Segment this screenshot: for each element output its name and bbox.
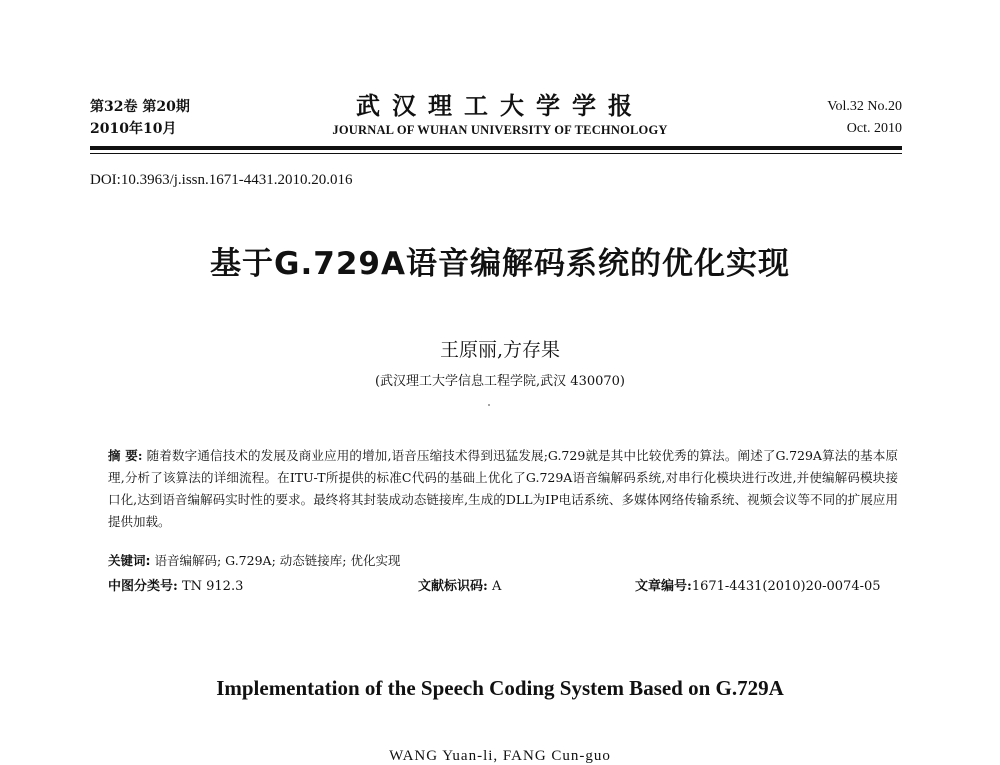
journal-title-cn: 武汉理工大学学报 [356,91,644,120]
doc-code-value: A [491,579,502,594]
article-no-value: 1671-4431(2010)20-0074-05 [691,579,881,594]
clc-value: TN 912.3 [181,579,244,594]
document-code [418,575,501,594]
abstract-label: 摘 要: [108,448,143,463]
article-number [635,575,881,594]
article-no-label: 文章编号: [635,579,692,594]
affiliation-cn: (武汉理工大学信息工程学院,武汉 430070) [374,374,626,389]
header-rule-thick [90,146,902,150]
abstract [108,445,898,533]
paper-title-cn: 基于G.729A语音编解码系统的优化实现 [210,246,790,282]
doi: DOI:10.3963/j.issn.1671-4431.2010.20.016 [90,172,353,188]
abstract-text: 随着数字通信技术的发展及商业应用的增加,语音压缩技术得到迅猛发展;G.729就是其中比较优秀的算法。阐述了G.729A算法的基本原理,分析了该算法的详细流程。在ITU-T所提供的标准C代码的基础上优化了G.729A语音编解码系统,对串行化模块进行改进,并使编解码模块接口化,达到语音编解码实时性的要求。最终将其封装成动态链接库,生成的DLL为IP电话系统、多媒体网络传输系统、视频会议等不同的扩展应用提供加载。 [108,448,898,529]
authors-cn: 王原丽,方存果 [439,339,561,361]
authors-en: WANG Yuan-li, FANG Cun-guo [389,748,611,764]
clc-label: 中图分类号: [108,579,178,594]
volume-issue-en: Vol.32 No.20 [827,99,902,114]
speck [488,404,490,406]
clc-number [108,575,243,594]
paper-title-en: Implementation of the Speech Coding System Based on G.729A [216,676,784,700]
date-en: Oct. 2010 [846,121,902,136]
doc-code-label: 文献标识码: [418,579,488,594]
journal-title-en: JOURNAL OF WUHAN UNIVERSITY OF TECHNOLOGY [332,123,668,137]
keywords-text: 语音编解码; G.729A; 动态链接库; 优化实现 [154,553,401,568]
volume-issue-cn: 第32卷 第20期 [90,99,190,115]
date-cn: 2010年10月 [90,121,177,137]
header-rule-thin [90,153,902,154]
keywords [108,551,400,569]
header-right [827,96,902,140]
keywords-label: 关键词: [108,553,151,568]
